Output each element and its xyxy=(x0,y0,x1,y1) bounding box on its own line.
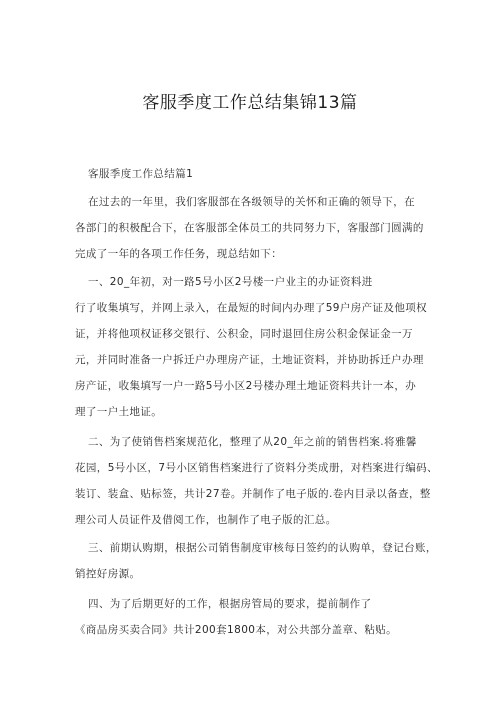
paragraph-line: 证，并将他项权证移交银行、公积金，同时退回住房公积金保证金一万 xyxy=(75,328,413,340)
paragraph-line: 一、20_年初，对一路5号小区2号楼一户业主的办证资料进 xyxy=(88,276,373,288)
paragraph-line: 房产证，收集填写一户一路5号小区2号楼办理土地证资料共计一本，办 xyxy=(75,380,417,392)
paragraph-line: 行了收集填写，并网上录入，在最短的时间内办理了59户房产证及他项权 xyxy=(75,302,428,314)
document-title: 客服季度工作总结集锦13篇 xyxy=(142,93,358,113)
paragraph-line: 理公司人员证件及借阅工作，也制作了电子版的汇总。 xyxy=(75,514,337,526)
paragraph-line: 元，并同时准备一户拆迁户办理房产证，土地证资料，并协助拆迁户办理 xyxy=(75,354,424,366)
paragraph-line: 四、为了后期更好的工作，根据房管局的要求，提前制作了 xyxy=(88,598,372,610)
paragraph-line: 在过去的一年里，我们客服部在各级领导的关怀和正确的领导下，在 xyxy=(88,196,415,208)
paragraph-line: 销控好房源。 xyxy=(75,568,141,580)
paragraph-line: 各部门的积极配合下，在客服部全体员工的共同努力下，客服部门圆满的 xyxy=(75,222,424,234)
paragraph-line: 完成了一年的各项工作任务，现总结如下： xyxy=(75,248,283,260)
paragraph-line: 二、为了使销售档案规范化，整理了从20_年之前的销售档案.将雅馨 xyxy=(88,436,417,448)
paragraph-line: 三、前期认购期，根据公司销售制度审核每日签约的认购单，登记台账， xyxy=(88,542,437,554)
paragraph-line: 花园，5号小区，7号小区销售档案进行了资料分类成册，对档案进行编码、 xyxy=(75,462,438,474)
section-heading: 客服季度工作总结篇1 xyxy=(88,168,194,180)
paragraph-line: 理了一户土地证。 xyxy=(75,406,163,418)
paragraph-line: 装订、装盒、贴标签，共计27卷。并制作了电子版的.卷内目录以备查，整 xyxy=(75,488,431,500)
paragraph-line: 《商品房买卖合同》共计200套1800本，对公共部分盖章、粘贴。 xyxy=(75,624,398,636)
